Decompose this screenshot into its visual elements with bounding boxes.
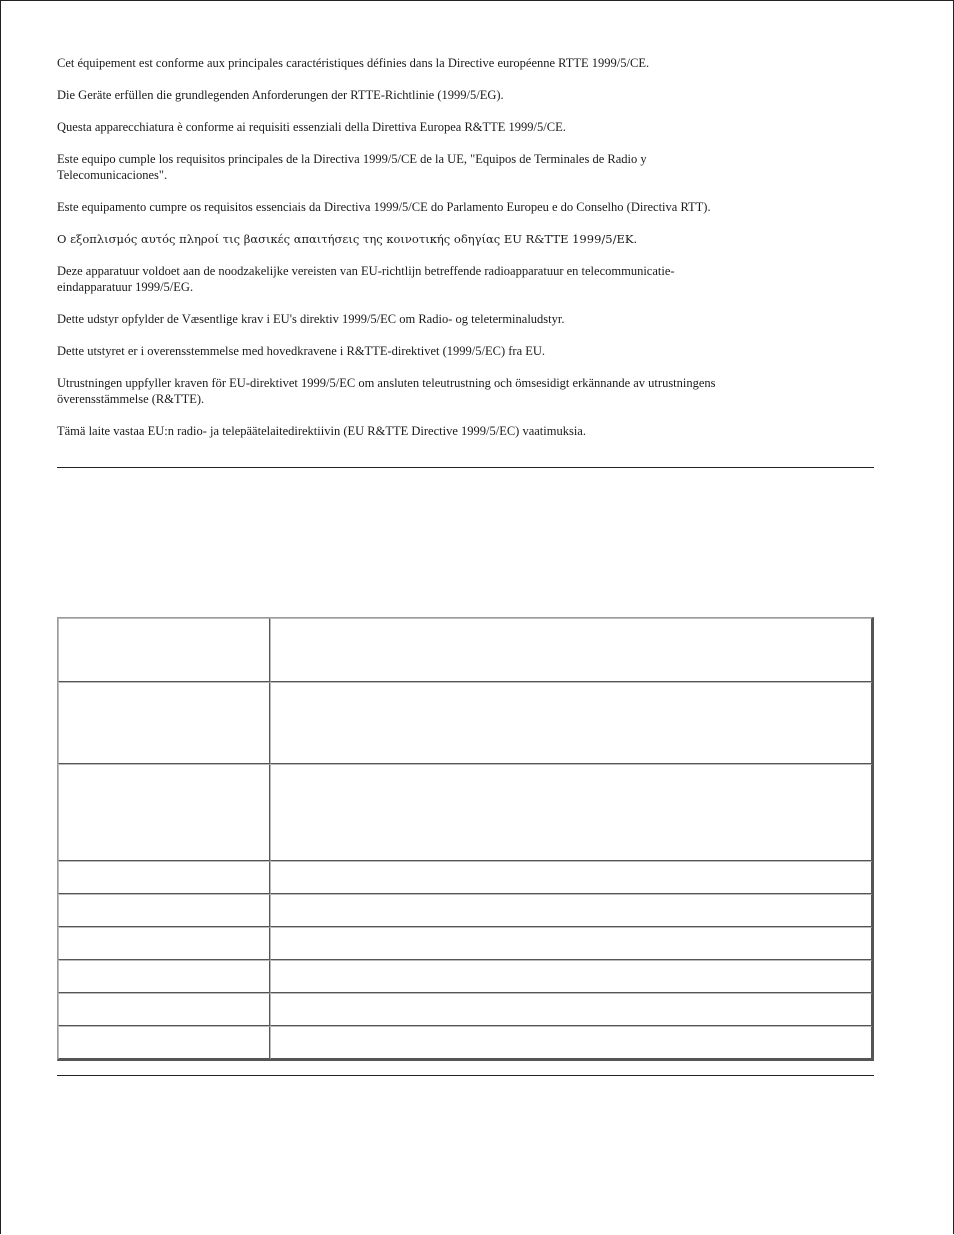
table-cell — [58, 1026, 270, 1059]
table-cell — [270, 894, 872, 927]
table-row — [58, 618, 872, 682]
table-row — [58, 960, 872, 993]
table-cell — [270, 618, 872, 682]
table-cell — [58, 861, 270, 894]
statement-finnish: Tämä laite vastaa EU:n radio- ja telepäätelaitedirektiivin (EU R&TTE Directive 1999/5/EC) vaatimuksia. — [57, 424, 586, 438]
statement-portuguese: Este equipamento cumpre os requisitos essenciais da Directiva 1999/5/CE do Parlamento Europeu e do Conselho (Directiva RTT). — [57, 200, 711, 214]
table-cell — [58, 927, 270, 960]
table-cell — [58, 764, 270, 861]
table-cell — [270, 1026, 872, 1059]
table-cell — [58, 682, 270, 764]
table-cell — [58, 960, 270, 993]
statement-dutch: Deze apparatuur voldoet aan de noodzakelijke vereisten van EU-richtlijn betreffende radioapparatuur en telecommunicatie-eindapparatuur 1999/5/EG. — [57, 264, 675, 294]
info-table — [57, 617, 874, 1061]
statement-italian: Questa apparecchiatura è conforme ai requisiti essenziali della Direttiva Europea R&TTE 1999/5/CE. — [57, 120, 566, 134]
table-cell — [270, 960, 872, 993]
table-row — [58, 682, 872, 764]
table-row — [58, 927, 872, 960]
compliance-statements — [57, 55, 737, 439]
table-cell — [270, 927, 872, 960]
statement-french: Cet équipement est conforme aux principales caractéristiques définies dans la Directive européenne RTTE 1999/5/CE. — [57, 56, 650, 70]
table-cell — [270, 764, 872, 861]
statement-norwegian: Dette utstyret er i overensstemmelse med hovedkravene i R&TTE-direktivet (1999/5/EC) fra EU. — [57, 344, 546, 358]
horizontal-rule — [57, 1075, 874, 1076]
horizontal-rule — [57, 467, 874, 468]
table-cell — [270, 993, 872, 1026]
statement-danish: Dette udstyr opfylder de Væsentlige krav i EU's direktiv 1999/5/EC om Radio- og teleterminaludstyr. — [57, 312, 565, 326]
table-cell — [270, 861, 872, 894]
table-row — [58, 861, 872, 894]
statement-spanish: Este equipo cumple los requisitos principales de la Directiva 1999/5/CE de la UE, "Equipos de Terminales de Radio y Telecomunicaciones". — [57, 152, 647, 182]
table-row — [58, 894, 872, 927]
table-row — [58, 1026, 872, 1059]
statement-german: Die Geräte erfüllen die grundlegenden Anforderungen der RTTE-Richtlinie (1999/5/EG). — [57, 88, 504, 102]
statement-swedish: Utrustningen uppfyller kraven för EU-direktivet 1999/5/EC om ansluten teleutrustning och ömsesidigt erkännande av utrustningens överensstämmelse (R&TTE). — [57, 376, 716, 406]
statement-greek: Ο εξοπλισμός αυτός πληροί τις βασικές απαιτήσεις της κοινοτικής οδηγίας EU R&TTE 1999/5/EK. — [57, 232, 638, 246]
table-row — [58, 764, 872, 861]
table-cell — [58, 894, 270, 927]
table-row — [58, 993, 872, 1026]
table-cell — [58, 993, 270, 1026]
table-cell — [270, 682, 872, 764]
table-cell — [58, 618, 270, 682]
